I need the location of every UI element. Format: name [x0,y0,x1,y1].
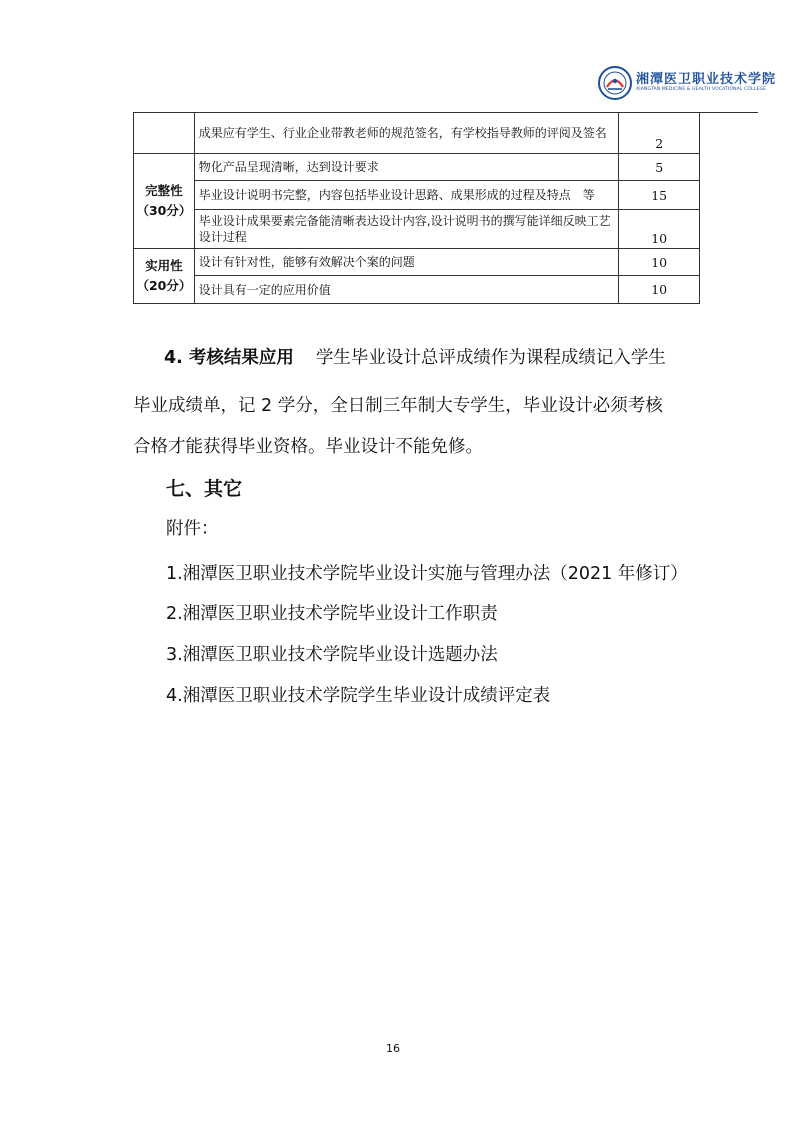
points-cell: 5 [619,154,700,181]
category-completeness [134,154,195,249]
school-name: 湘潭医卫职业技术学院 [636,72,777,87]
table-row [134,181,700,210]
criteria-cell: 成果应有学生、行业企业带教老师的规范签名，有学校指导教师的评阅及签名 [194,113,619,154]
points-cell: 10 [619,210,700,249]
criteria-cell: 毕业设计成果要素完备能清晰表达设计内容,设计说明书的撰写能详细反映工艺设计过程 [194,210,619,249]
criteria-cell: 毕业设计说明书完整，内容包括毕业设计思路、成果形成的过程及特点 等 [194,181,619,210]
annex-item: 2.湘潭医卫职业技术学院毕业设计工作职责 [166,604,498,624]
table-row [134,249,700,276]
category-score: （20分） [136,278,192,293]
college-logo [598,66,777,102]
annex-item: 4.湘潭医卫职业技术学院学生毕业设计成绩评定表 [166,686,551,706]
section-lead: 4. 考核结果应用 [164,348,294,368]
category-practicality [134,249,195,304]
table-row [134,276,700,304]
annex-item: 3.湘潭医卫职业技术学院毕业设计选题办法 [166,645,498,665]
annex-item: 1.湘潭医卫职业技术学院毕业设计实施与管理办法（2021 年修订） [166,564,688,584]
category-label: 完整性 [145,183,183,198]
criteria-cell: 设计有针对性，能够有效解决个案的问题 [194,249,619,276]
table-row [134,154,700,181]
criteria-cell: 物化产品呈现清晰，达到设计要求 [194,154,619,181]
points-cell: 2 [619,113,700,154]
paragraph-line: 毕业成绩单，记 2 学分，全日制三年制大专学生，毕业设计必须考核 [133,396,663,416]
table-row [134,210,700,249]
points-cell: 10 [619,249,700,276]
school-name-en: XIANGTAN MEDICINE & HEALTH VOCATIONAL COLLEGE [636,87,767,92]
category-label: 实用性 [145,258,183,273]
criteria-cell: 设计具有一定的应用价值 [194,276,619,304]
category-score: （30分） [136,203,192,218]
annex-label: 附件： [166,519,219,539]
category-cell [134,113,195,154]
paragraph-text: 学生毕业设计总评成绩作为课程成绩记入学生 [315,348,666,368]
paragraph-line [133,344,666,369]
section-heading: 七、其它 [166,478,243,500]
points-cell: 15 [619,181,700,210]
college-seal-icon [598,66,632,100]
paragraph-line: 合格才能获得毕业资格。毕业设计不能免修。 [133,437,483,457]
points-cell: 10 [619,276,700,304]
score-table [133,112,700,304]
table-row [134,113,700,154]
page-number: 16 [386,1042,400,1055]
